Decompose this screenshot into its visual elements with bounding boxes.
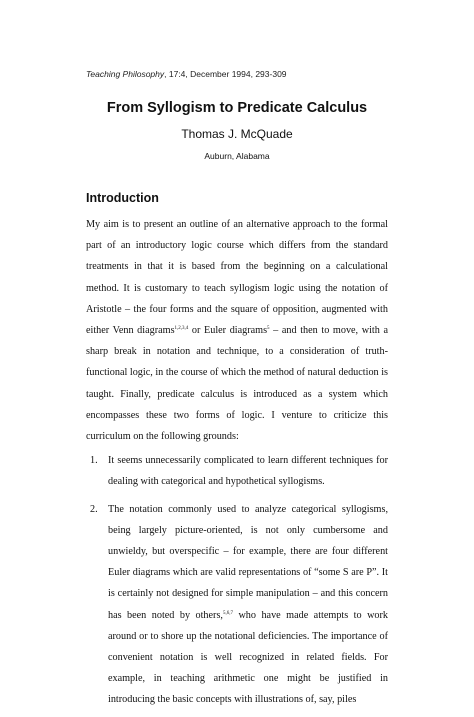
footnote-ref-3: 5,6,7 xyxy=(222,610,233,616)
journal-name: Teaching Philosophy xyxy=(86,69,165,79)
list-item-number: 1. xyxy=(90,455,98,467)
grounds-list xyxy=(86,450,388,710)
paper-title: From Syllogism to Predicate Calculus xyxy=(106,100,368,116)
footnote-ref-1: 1,2,3,4 xyxy=(174,326,189,332)
body-text xyxy=(86,214,388,717)
citation-details: , 17:4, December 1994, 293-309 xyxy=(164,69,287,79)
paragraph-text-2: or Euler diagrams xyxy=(188,325,268,337)
section-heading: Introduction xyxy=(86,191,159,205)
list-item-text-2: who have made attempts to work around or to shore up the notational deficiencies. The importance of convenient notation is well recognized in related fields. For example, in teaching arithmetic one might be justified in introducing the basic concepts with illustrations of, say, piles xyxy=(108,609,389,706)
footnote-ref-2: 5 xyxy=(267,326,270,332)
author-name: Thomas J. McQuade xyxy=(181,127,293,141)
intro-paragraph xyxy=(86,214,388,447)
paragraph-text-3: – and then to move, with a sharp break in notation and technique, to a consideration of truth-functional logic, in the course of which the method of natural deduction is taught. Finally, predicate calculus is introduced as a system which encompasses these two forms of logic. I venture to criticize this curriculum on the following grounds: xyxy=(86,325,388,443)
list-item xyxy=(86,450,388,492)
list-item xyxy=(86,499,388,711)
citation-line xyxy=(86,69,287,79)
list-item-text-1: The notation commonly used to analyze categorical syllogisms, being largely picture-oriented, is not only cumbersome and unwieldy, but overspecific – for example, there are four different Euler diagrams which are valid representations of “some S are P”. It is certainly not designed for simple manipulation – and this concern has been noted by others, xyxy=(108,503,388,621)
author-affiliation: Auburn, Alabama xyxy=(204,151,270,161)
paragraph-text-1: My aim is to present an outline of an alternative approach to the formal part of an introductory logic course which differs from the standard treatments in that it is based from the beginning on a calculational method. It is customary to teach syllogism logic using the notation of Aristotle – the four forms and the square of opposition, augmented with either Venn diagrams xyxy=(86,219,388,337)
list-item-number: 2. xyxy=(90,503,98,515)
list-item-text: It seems unnecessarily complicated to learn different techniques for dealing with categorical and hypothetical syllogisms. xyxy=(108,455,388,488)
